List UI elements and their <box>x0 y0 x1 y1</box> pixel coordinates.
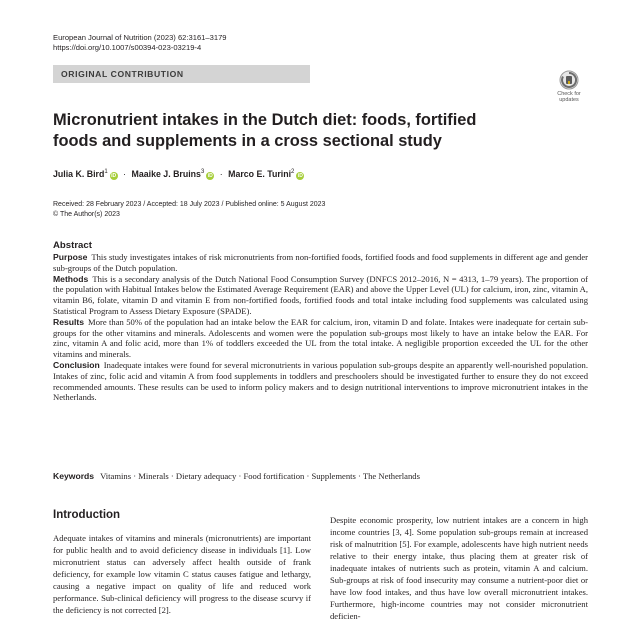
abstract-label: Results <box>53 316 85 327</box>
abstract-text: More than 50% of the population had an intake below the EAR for calcium, iron, vitamin D and folate. Intakes were inadequate for certain sub-groups for the other vitamins and minerals. Adolescents and women were the population sub-groups most likely to have an intake below the EAR. For zinc, vitamin A and folic acid, more than 1% of toddlers exceeded the UL from the total intake. A negligible proportion exceeded the UL for the other vitamins and minerals. <box>53 316 588 360</box>
orcid-icon[interactable]: iD <box>297 172 303 179</box>
publication-dates <box>53 200 325 220</box>
abstract-text: This is a secondary analysis of the Dutch National Food Consumption Survey (DNFCS 2012–2016, N = 4313, 1–79 years). The proportion of the population with Habitual Intakes below the Estimated Average Requirement (EAR) and above the Upper Level (UL) for calcium, iron, zinc, vitamin A, vitamin B6, folate, vitamin D and vitamin E from non-fortified foods, fortified foods and total intake including food supplements was calculated using Statistical Program to Assess Dietary Exposure (SPADE). <box>53 273 588 316</box>
abstract-methods <box>53 274 588 317</box>
author-affiliation: 3 <box>200 169 205 175</box>
check-for-updates-icon <box>559 70 579 90</box>
keywords-text: Vitamins · Minerals · Dietary adequacy · Food fortification · Supplements · The Netherlands <box>100 471 420 481</box>
article-title: Micronutrient intakes in the Dutch diet: foods, fortified foods and supplements in a cross sectional study <box>53 111 477 150</box>
check-for-updates-badge[interactable] <box>552 70 586 103</box>
author-separator: · <box>219 168 223 179</box>
abstract-text: Inadequate intakes were found for several micronutrients in various population sub-groups despite an apparently well-nourished population. Intakes of zinc, folic acid and vitamin A from food supplements in toddlers and preschoolers should be investigated further to ensure they do not exceed recommended amounts. These results can be used to inform policy makers and to design nutritional interventions to improve micronutrient intakes in the Netherlands. <box>53 359 588 403</box>
abstract-block <box>53 240 588 403</box>
check-for-updates-line1: Check for <box>557 91 581 97</box>
author-name[interactable]: Maaike J. Bruins <box>131 168 201 179</box>
author-affiliation: 2 <box>291 169 295 175</box>
keywords-label: Keywords <box>53 471 95 481</box>
copyright-line: © The Author(s) 2023 <box>53 211 120 218</box>
body-column-left <box>53 508 311 616</box>
check-for-updates-line2: updates <box>559 97 579 103</box>
author-list <box>53 166 304 180</box>
abstract-label: Conclusion <box>53 359 100 370</box>
dates-line: Received: 28 February 2023 / Accepted: 18 July 2023 / Published online: 5 August 2023 <box>53 201 326 208</box>
author-name[interactable]: Marco E. Turini <box>228 168 292 179</box>
author-affiliation: 1 <box>104 169 108 175</box>
abstract-label: Methods <box>53 273 89 284</box>
author-separator: · <box>123 168 127 179</box>
orcid-icon[interactable]: iD <box>111 172 117 179</box>
abstract-conclusion <box>53 360 588 403</box>
article-type-banner: ORIGINAL CONTRIBUTION <box>53 65 310 83</box>
abstract-heading: Abstract <box>53 240 92 251</box>
abstract-purpose <box>53 252 588 274</box>
introduction-paragraph-left: Adequate intakes of vitamins and minerals (micronutrients) are important for public health and to avoid deficiency disease in individuals [1]. Low micronutrient status can adversely affect health outside of frank deficiency, for example low vitamin C status causes fatigue and lethargy, causing a negative impact on quality of life and reduced work performance. Sub-clinical deficiency will progress to the disease scurvy if the deficiency is not corrected [2]. <box>53 533 311 615</box>
introduction-paragraph-right: Despite economic prosperity, low nutrient intakes are a concern in high income countries [3, 4]. Some population sub-groups remain at increased risk of malnutrition [5]. For example, adolescents have high nutrient needs relative to their energy intake, thus placing them at greater risk of inadequate intakes of nutrients such as protein, vitamin A and calcium. Sub-groups at risk of food insecurity may consume a nutrient-poor diet or have low food intakes, and thus have low overall micronutrient intakes. Furthermore, high-income countries may not consider micronutrient deficien- <box>330 515 588 621</box>
introduction-heading: Introduction <box>53 509 121 521</box>
abstract-text: This study investigates intakes of risk micronutrients from non-fortified foods, fortified foods and food supplements in different age and gender sub-groups of the Dutch population. <box>53 252 588 273</box>
keywords-line <box>53 471 588 482</box>
journal-header <box>53 33 227 53</box>
orcid-icon[interactable]: iD <box>207 172 213 179</box>
author-name[interactable]: Julia K. Bird <box>53 168 105 179</box>
doi-link[interactable]: https://doi.org/10.1007/s00394-023-03219-4 <box>53 43 202 52</box>
body-column-right <box>330 514 588 622</box>
abstract-results <box>53 317 588 360</box>
journal-citation: European Journal of Nutrition (2023) 62:3161–3179 <box>53 33 227 42</box>
abstract-label: Purpose <box>53 252 88 262</box>
